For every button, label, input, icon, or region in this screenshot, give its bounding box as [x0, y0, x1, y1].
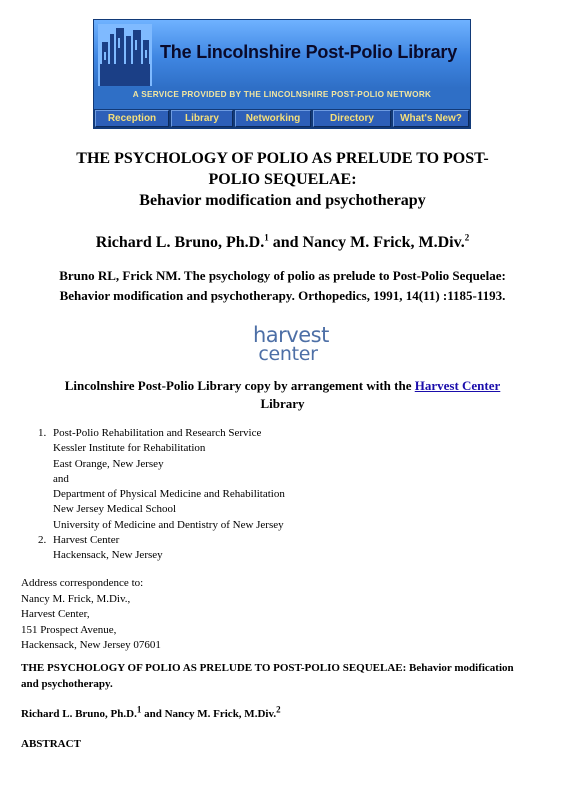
author-1-affiliation: 1 — [264, 232, 269, 243]
author-2: Nancy M. Frick, M.Div. — [164, 708, 277, 720]
banner-header[interactable] — [94, 20, 470, 88]
affiliation-line: Department of Physical Medicine and Rehabilitation — [53, 488, 285, 501]
affiliation-line: Harvest Center — [53, 534, 120, 547]
title-line-2: POLIO SEQUELAE: — [208, 171, 357, 188]
affiliation-line: East Orange, New Jersey — [53, 457, 164, 470]
affiliation-line: and — [53, 472, 69, 485]
abstract-heading: ABSTRACT — [21, 738, 81, 750]
citation-line-2: Behavior modification and psychotherapy. Orthopedics, 1991, 14(11) :1185-1193. — [59, 288, 506, 303]
site-banner — [93, 19, 471, 129]
nav-networking-button[interactable]: Networking — [235, 110, 311, 127]
affiliation-item — [38, 533, 285, 564]
affiliations-list — [38, 426, 285, 564]
authors-and: and — [268, 234, 303, 251]
article-authors — [0, 234, 565, 252]
copy-note-suffix: Library — [260, 396, 305, 411]
address-line: Harvest Center, — [21, 608, 90, 620]
affiliation-number: 1. — [38, 427, 47, 439]
address-line: Hackensack, New Jersey 07601 — [21, 639, 161, 651]
banner-title: The Lincolnshire Post-Polio Library — [160, 42, 458, 62]
address-line: Nancy M. Frick, M.Div., — [21, 592, 131, 605]
affiliation-item — [38, 426, 285, 533]
citation-line-1: Bruno RL, Frick NM. The psychology of polio as prelude to Post-Polio Sequelae: — [59, 268, 506, 283]
affiliation-line: Post-Polio Rehabilitation and Research Service — [53, 427, 262, 439]
harvest-center-link[interactable]: Harvest Center — [414, 378, 501, 393]
harvest-center-logo — [253, 323, 329, 366]
author-1-affiliation: 1 — [136, 704, 142, 715]
affiliation-line: New Jersey Medical School — [53, 503, 177, 516]
article-title-repeat: THE PSYCHOLOGY OF POLIO AS PRELUDE TO POST-POLIO SEQUELAE: Behavior modification and psychotherapy. — [21, 662, 514, 690]
affiliation-line: Kessler Institute for Rehabilitation — [53, 442, 206, 455]
author-2: Nancy M. Frick, M.Div. — [302, 234, 465, 251]
author-2-affiliation: 2 — [464, 232, 470, 243]
correspondence-address — [21, 576, 161, 654]
nav-whats-new-button[interactable]: What's New? — [393, 110, 469, 127]
banner-service-line: A SERVICE PROVIDED BY THE LINCOLNSHIRE POST-POLIO NETWORK — [132, 90, 432, 99]
affiliation-number: 2. — [38, 534, 47, 547]
cathedral-skyline-icon — [98, 24, 152, 86]
article-title — [0, 148, 565, 211]
author-1: Richard L. Bruno, Ph.D. — [95, 234, 265, 251]
title-line-1: THE PSYCHOLOGY OF POLIO AS PRELUDE TO POST- — [76, 150, 489, 167]
nav-library-button[interactable]: Library — [171, 110, 233, 127]
citation — [0, 266, 565, 306]
nav-directory-button[interactable]: Directory — [313, 110, 391, 127]
article-subtitle: Behavior modification and psychotherapy — [139, 192, 426, 209]
logo-line-2: center — [258, 343, 318, 365]
author-1: Richard L. Bruno, Ph.D. — [21, 708, 137, 720]
copy-note — [0, 377, 565, 413]
address-line: 151 Prospect Avenue, — [21, 623, 117, 636]
logo-line-1: harvest — [253, 323, 329, 347]
authors-and: and — [141, 708, 165, 720]
author-2-affiliation: 2 — [276, 704, 281, 715]
copy-note-prefix: Lincolnshire Post-Polio Library copy by arrangement with the — [64, 378, 415, 393]
nav-reception-button[interactable]: Reception — [95, 110, 169, 127]
affiliation-line: Hackensack, New Jersey — [53, 549, 163, 562]
article-authors-repeat — [21, 704, 281, 720]
address-line: Address correspondence to: — [21, 577, 144, 589]
affiliation-line: University of Medicine and Dentistry of New Jersey — [53, 518, 284, 531]
nav-bar — [94, 109, 470, 128]
